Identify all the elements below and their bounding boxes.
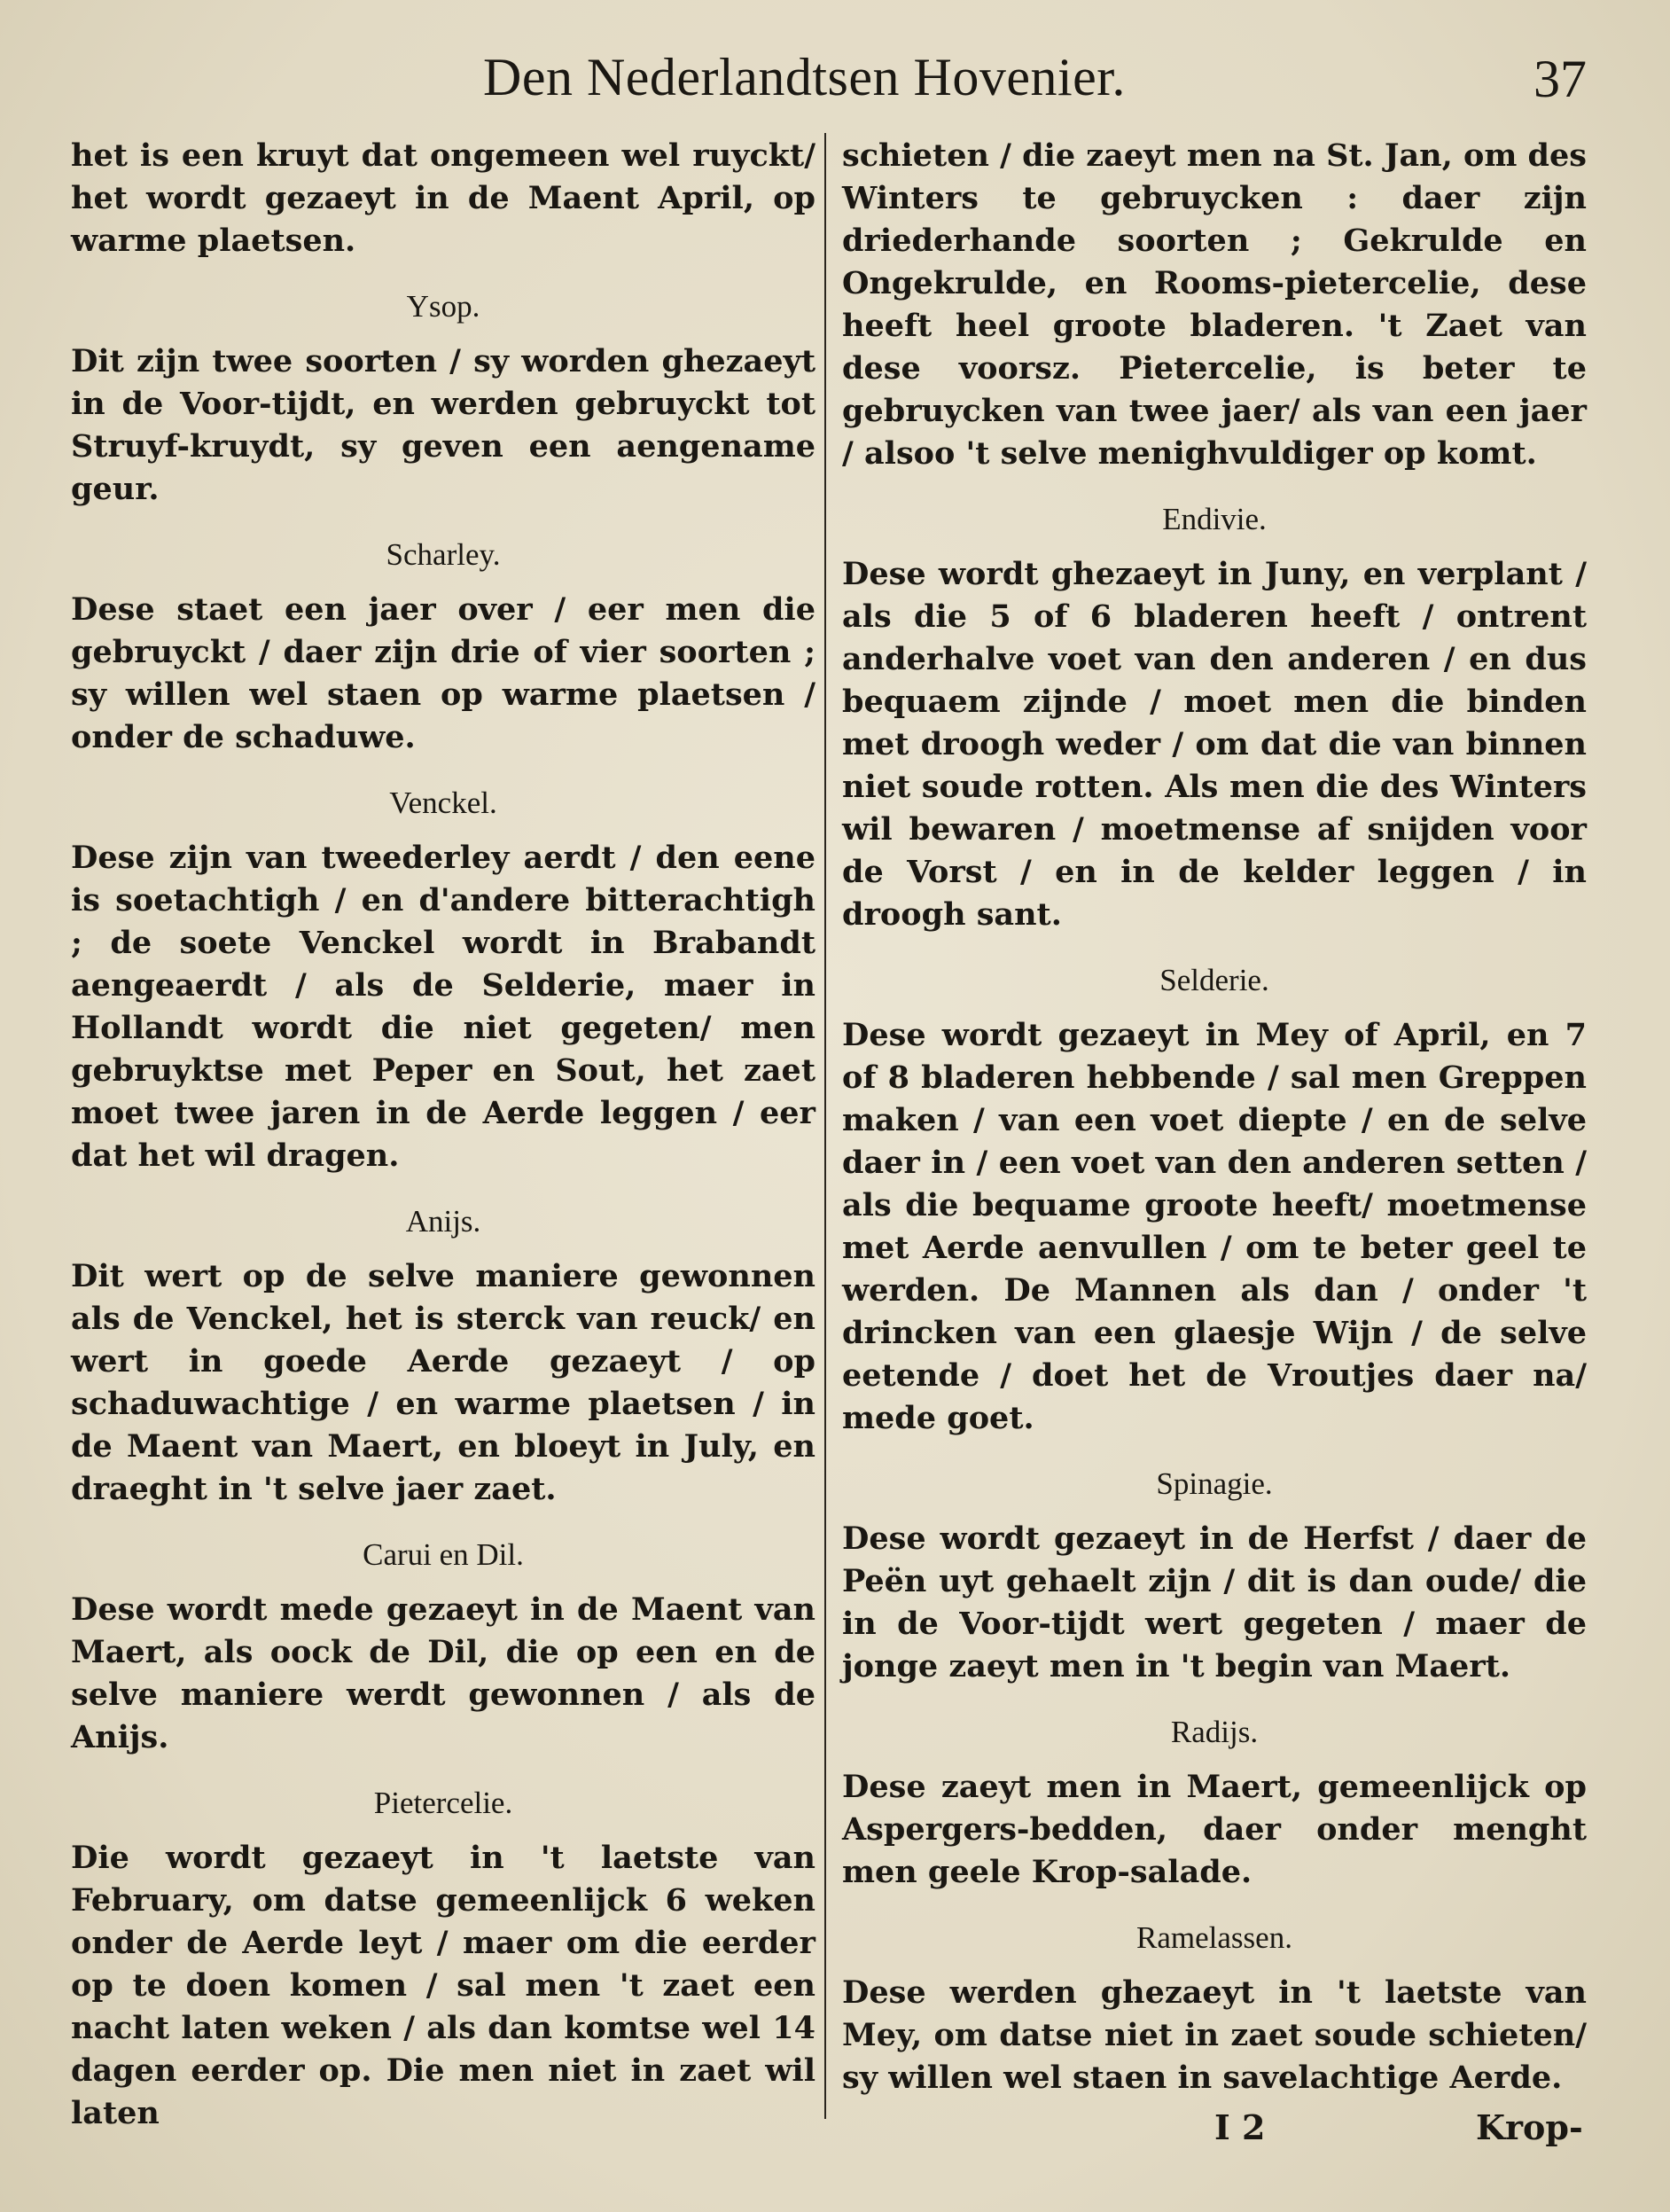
- section-text-scharley: Dese staet een jaer over / eer men die gebruyckt / daer zijn drie of vier soorten ; sy willen wel staen op warme plaetsen / onder de schaduwe.: [71, 591, 815, 755]
- page-footer: [1214, 2101, 1587, 2154]
- right-column: [842, 135, 1587, 2099]
- section-text-endivie: Dese wordt ghezaeyt in Juny, en verplant / als die 5 of 6 bladeren heeft / ontrent anderhalve voet van den anderen / en dus bequaem zijnde / moet men die binden met droogh weder / om dat die van binnen niet soude rotten. Als men die des Winters wil bewaren / moetmense af snijden voor de Vorst / en in de kelder leggen / in droogh sant.: [842, 556, 1587, 933]
- section-heading-anijs: Anijs.: [405, 1204, 481, 1239]
- section-heading-ysop: Ysop.: [406, 289, 480, 324]
- section-text-pietercelie: Die wordt gezaeyt in 't laetste van February, om datse gemeenlijck 6 weken onder de Aerde leyt / maer om die eerder op te doen komen / sal men 't zaet een nacht laten weken / als dan komtse wel 14 dagen eerder op. Die men niet in zaet wil laten: [71, 1840, 815, 2131]
- section-heading-scharley: Scharley.: [386, 537, 501, 572]
- column-divider: [824, 133, 826, 2119]
- right-intro-text: schieten / die zaeyt men na St. Jan, om des Winters te gebruycken : daer zijn driederhande soorten ; Gekrulde en Ongekrulde, en Rooms-pietercelie, dese heeft heel groote bladeren. 't Zaet van dese voorsz. Pietercelie, is beter te gebruycken van twee jaer/ als van een jaer / alsoo 't selve menighvuldiger op komt.: [842, 137, 1587, 472]
- section-text-spinagie: Dese wordt gezaeyt in de Herfst / daer de Peën uyt gehaelt zijn / dit is dan oude/ die in de Voor-tijdt wert gegeten / maer de jonge zaeyt men in 't begin van Maert.: [842, 1520, 1587, 1684]
- section-text-anijs: Dit wert op de selve maniere gewonnen als de Venckel, het is sterck van reuck/ en wert in goede Aerde gezaeyt / op schaduwachtige / en warme plaetsen / in de Maent van Maert, en bloeyt in July, en draeght in 't selve jaer zaet.: [71, 1258, 815, 1507]
- section-heading-pietercelie: Pietercelie.: [373, 1786, 513, 1820]
- page-number: 37: [1533, 50, 1587, 108]
- section-text-ysop: Dit zijn twee soorten / sy worden ghezaeyt in de Voor-tijdt, en werden gebruyckt tot Struyf-kruydt, sy geven een aengename geur.: [71, 343, 815, 507]
- page-title: Den Nederlandtsen Hovenier.: [483, 48, 1126, 106]
- section-heading-ramelassen: Ramelassen.: [1136, 1920, 1292, 1955]
- section-heading-radijs: Radijs.: [1170, 1715, 1259, 1749]
- section-text-venckel: Dese zijn van tweederley aerdt / den eene is soetachtigh / en d'andere bitterachtigh ; de soete Venckel wordt in Brabandt aengeaerdt / als de Selderie, maer in Hollandt wordt die niet gegeten/ men gebruyktse met Peper en Sout, het zaet moet twee jaren in de Aerde leggen / eer dat het wil dragen.: [71, 840, 815, 1174]
- section-text-carui-en-dil: Dese wordt mede gezaeyt in de Maent van Maert, als oock de Dil, die op een en de selve maniere werdt gewonnen / als de Anijs.: [71, 1591, 815, 1755]
- signature-mark: I 2: [1214, 2107, 1266, 2147]
- left-intro-text: het is een kruyt dat ongemeen wel ruyckt/ het wordt gezaeyt in de Maent April, op warme plaetsen.: [71, 137, 815, 259]
- catchword: Krop-: [1476, 2107, 1583, 2147]
- section-text-selderie: Dese wordt gezaeyt in Mey of April, en 7 of 8 bladeren hebbende / sal men Greppen maken / van een voet diepte / en de selve daer in / een voet van den anderen setten / als die bequame groote heeft/ moetmense met Aerde aenvullen / om te beter geel te werden. De Mannen als dan / onder 't drincken van een glaesje Wijn / de selve eetende / doet het de Vroutjes daer na/ mede goet.: [842, 1017, 1587, 1436]
- section-heading-selderie: Selderie.: [1159, 963, 1269, 997]
- section-heading-carui-en-dil: Carui en Dil.: [363, 1537, 524, 1572]
- left-column: [71, 135, 815, 2135]
- running-head: [0, 46, 1670, 108]
- section-heading-venckel: Venckel.: [389, 786, 497, 820]
- section-text-radijs: Dese zaeyt men in Maert, gemeenlijck op Aspergers-bedden, daer onder menght men geele Krop-salade.: [842, 1769, 1587, 1890]
- section-heading-spinagie: Spinagie.: [1156, 1466, 1273, 1501]
- section-heading-endivie: Endivie.: [1162, 502, 1267, 536]
- section-text-ramelassen: Dese werden ghezaeyt in 't laetste van Mey, om datse niet in zaet soude schieten/ sy willen wel staen in savelachtige Aerde.: [842, 1974, 1587, 2096]
